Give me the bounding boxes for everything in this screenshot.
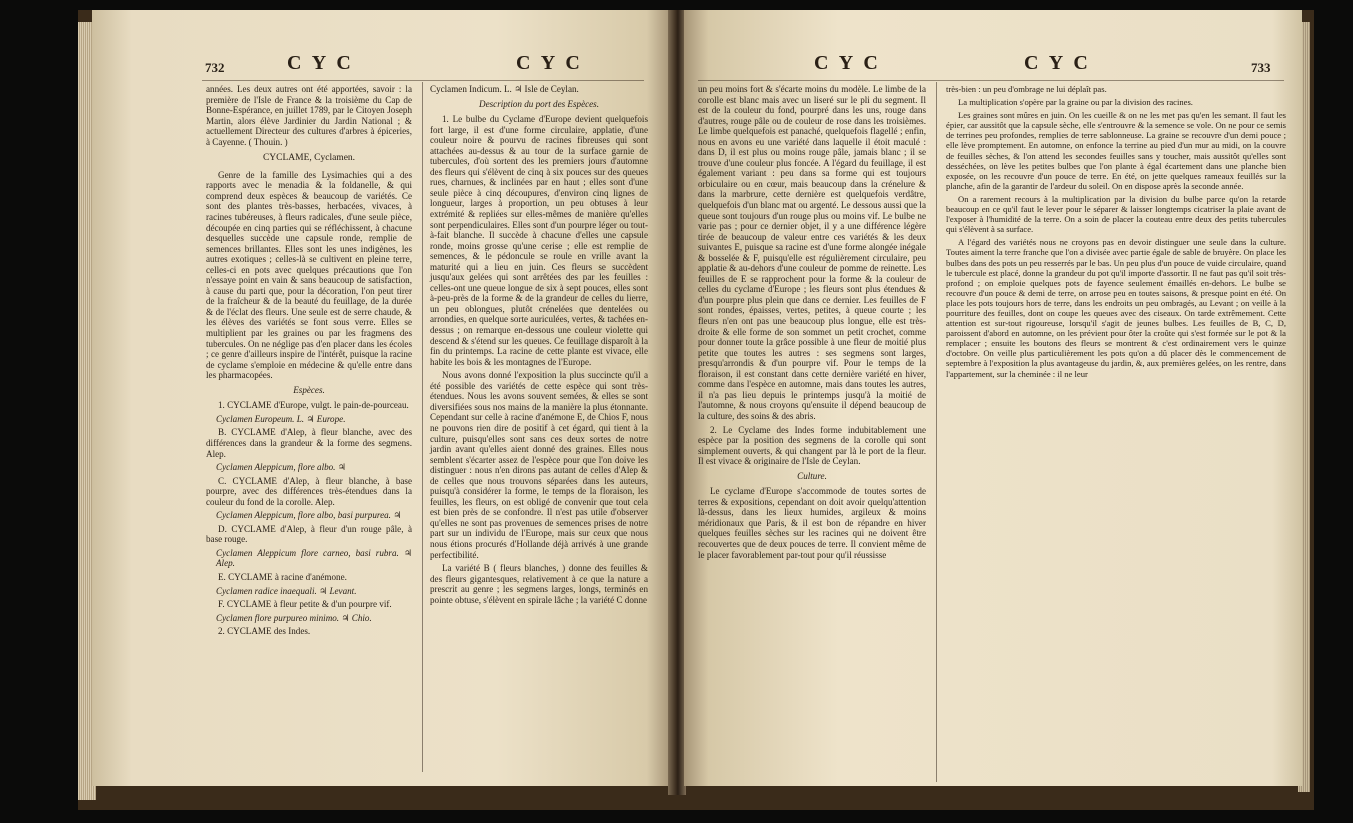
paragraph: Les graines sont mûres en juin. On les cueille & on ne les met pas qu'en les semant. Il faut les épier, car aussitôt que la capsule sèche, elle s'entrouvre & la semence se vole. On ne pour ce semis de terrines peu profondes, remplies de terre sablonneuse. La graine se recouvre d'un demi pouce ; elle lève promptement. En automne, on enfonce la terrine au pied d'un mur au midi, on la couvre de feuilles sèches, & l'on attend les secondes feuilles sans y toucher, mais aussitôt qu'elles sont desséchées, on lève les petites bulbes que l'on plante à égal écartement dans une planche bien exposée, on les recouvre d'un pouce de terre. En été, on jette quelques rameaux feuillés sur la planche, afin de la garantir de l'ardeur du soleil. On en dispose après la seconde année.	[946, 110, 1286, 191]
running-header-left-col2: C Y C	[516, 52, 583, 74]
species-entry: 2. CYCLAME des Indes.	[218, 626, 311, 637]
header-rule-left	[202, 80, 644, 81]
paragraph: un peu moins fort & s'écarte moins du modèle. Le limbe de la corolle est blanc mais avec un liseré sur le pli du segment. Il est de la couleur du fond, pourpré dans les uns, rouge dans d'autres, rouge pâle ou de couleur de rose dans les troisièmes. Le limbe quelquefois est panaché, quelquefois flagellé ; enfin, nous en avons eu une variété dans laquelle il étoit maculé : dans D, il est plus ou moins rouge pâle, jamais blanc ; il se trouve d'une couleur plus foncée. A l'égard du feuillage, il est également variant : peu dans sa forme qui est toujours orbiculaire ou en cœur, mais beaucoup dans la crénelure & dans la marbrure, cette dernière est quelquefois verdâtre, quelquefois d'un blanc mat ou argenté. Le dessous aussi que la queue sont toujours d'un rouge plus ou moins vif. Le bulbe ne varie pas ; pour ce dernier objet, il y a une différence légère tirée de beaucoup de valeur entre ces variétés & les deux suivantes E, puisque sa racine est d'une forme alongée inégale & bosselée & F, puisqu'elle est régulièrement circulaire, peu applatie & au-dehors d'une couleur de pomme de reinette. Les feuilles de E se rapprochent pour la forme & la couleur de celles du cyclame d'Europe ; les fleurs sont plus étendues & d'un pourpre plus plein que dans ce dernier. Les feuilles de F sont rondes, épaisses, vertes, petites, à queue courte ; les fleurs n'en ont pas une beaucoup plus longue, elle est très-droite & elle forme de son sommet un petit crochet, comme pour donner toute la grâce possible à une fleur de moitié plus petite que toutes les autres : ses segmens sont larges, presqu'arrondis & d'un pourpre vif. Pour le temps de la floraison, il est constant dans cette dernière variété en hiver, comme dans l'espèce en automne, mais dans toutes les autres, il n'a pas lieu depuis le printemps jusqu'à la moitié de l'automne, & nous croyons qu'ensuite il dépend beaucoup de la culture, des soins & des abris.	[698, 84, 926, 421]
species-entry: E. CYCLAME à racine d'anémone.	[218, 571, 347, 582]
section-heading: Description du port des Espèces.	[479, 98, 599, 109]
right-page-column-2	[946, 84, 1286, 382]
species-latin: Cyclamen Europeum. L. ♃ Europe.	[216, 413, 346, 424]
column-rule-left	[422, 82, 423, 772]
paragraph: Le cyclame d'Europe s'accommode de toutes sortes de terres & expositions, cependant on doit avoir quelqu'attention là-dessus, dans les lieux humides, argileux & moins méridionaux que Paris, & il est bon de répandre en hiver quelques feuilles sèches sur les racines qui ne doivent être recouvertes que de deux pouces de terre. Il convient même de le placer favorablement par-tout pour qu'il réussisse	[698, 486, 926, 560]
paragraph: 1. Le bulbe du Cyclame d'Europe devient quelquefois fort large, il est d'une forme circulaire, applatie, d'une couleur noire & pourvu de racines fibreuses qui sont attachées au-dessus & au tour de la surface garnie de tubercules, d'où sortent des les premiers jours d'automne des fleurs qui s'élèvent de cinq à six pouces sur des queues rues, charnues, & inclinées par en haut ; elles sont d'une seule pièce à cinq découpures, d'environ cinq lignes de longueur, larges à proportion, un peu obtuses à leur extrémité & repliées sur elles-mêmes de manière qu'elles sont perpendiculaires. Elles sont d'un pourpre léger ou tout-à-fait blanche. Il succède à chacune d'elles une capsule ronde, moins grosse qu'une cerise ; elle est remplie de semences, & le pédoncule se roule en vrille avant la maturité qui a lieu en juin. Ces fleurs se succèdent jusqu'aux gelées qui sont arrêtées des par les feuilles : celles-ont une queue longue de six à sept pouces, elles sont à-peu-près de la forme & de la grandeur de celles du lierre, un peu oblongues, plutôt crénelées que dentelées ou arrondies, en quelque sorte auriculées, vertes, & tachées en-dessus ; on remarque en-dessous une couleur violette qui descend & s'étend sur les queues. Ce feuillage disparoît à la fin du printemps. La racine de cette plante est vivace, elle habite les bois & les montagnes de l'Europe.	[430, 114, 648, 367]
species-latin: Cyclamen flore purpureo minimo. ♃ Chio.	[216, 612, 372, 623]
paragraph: La multiplication s'opère par la graine ou par la division des racines.	[958, 97, 1193, 108]
left-page-column-2	[430, 84, 648, 608]
column-rule-right	[936, 82, 937, 782]
paragraph: Nous avons donné l'exposition la plus succincte qu'il a été possible des variétés de cette espèce qui sont très-étendues. Nous les avons souvent semées, & elles se sont diversifiées sous nos mains de la manière la plus étonnante. Cependant sur celle à racine d'anémone E, de Chios F, nous ne pouvons rien dire de positif à cet égard, qui tient à la culture, puisqu'elles sont sans ces deux sortes de notre jardin avant qu'elles aient donné des graines. Elles nous semblent s'écarter assez de l'espèce pour que l'on doive les distinguer : nous n'en dirons pas autant de celles d'Alep & de celles que nous trouvons séparées dans les auteurs, puisqu'à considérer la forme, le temps de la floraison, les feuilles, les fleurs, on est obligé de convenir que tout cela est bien près de se confondre. Il n'est pas utile d'observer qu'elles ne sont pas provenues de semences prises de notre part sur un individu de l'Europe, mais sur ceux que nous nous étions procurés d'Hollande déjà arrivés à une grande perfectibilité.	[430, 370, 648, 560]
species-entry: 1. CYCLAME d'Europe, vulgt. le pain-de-pourceau.	[218, 400, 409, 411]
paragraph: années. Les deux autres ont été apportées, savoir : la première de l'Isle de France & la troisième du Cap de Bonne-Espérance, en juillet 1789, par le Citoyen Joseph Martin, alors élève Jardinier du Jardin National ; & actuellement Directeur des cultures d'arbres à épiceries, à Cayenne. ( Thouin. )	[206, 84, 412, 147]
species-latin: Cyclamen Aleppicum, flore albo, basi purpurea. ♃	[216, 510, 402, 521]
species-latin: Cyclamen Aleppicum flore carneo, basi rubra. ♃ Alep.	[216, 547, 412, 569]
left-page	[92, 10, 670, 786]
species-latin: Cyclamen Aleppicum, flore albo. ♃	[216, 462, 346, 473]
left-page-column-1	[206, 84, 412, 640]
paragraph: On a rarement recours à la multiplication par la division du bulbe parce qu'on la retarde beaucoup en ce qu'il faut le lever pour le séparer & laisser longtemps cicatriser la plaie avant de l'exposer à l'humidité de la terre. On a soin de placer la couteau entre deux des petits tubercules qui s'élèvent à sa surface.	[946, 193, 1286, 235]
paragraph: très-bien : un peu d'ombrage ne lui déplaît pas.	[946, 84, 1107, 94]
header-rule-right	[698, 80, 1284, 81]
species-entry: B. CYCLAME d'Alep, à fleur blanche, avec des différences dans la grandeur & la forme des segmens. Alep.	[206, 427, 412, 459]
right-page-column-1	[698, 84, 926, 563]
paragraph: 2. Le Cyclame des Indes forme indubitablement une espèce par la position des segmens de la corolle qui sont simplement ouverts, & qui changent par là le port de la fleur. Il est vivace & originaire de l'Isle de Ceylan.	[698, 424, 926, 467]
running-header-left-col1: C Y C	[287, 52, 354, 74]
section-heading: Culture.	[797, 470, 827, 481]
species-latin-lead: Cyclamen Indicum. L. ♃ Isle de Ceylan.	[430, 84, 579, 94]
right-page	[684, 10, 1302, 786]
species-entry: D. CYCLAME d'Alep, à fleur d'un rouge pâle, à base rouge.	[206, 523, 412, 545]
species-entry: C. CYCLAME d'Alep, à fleur blanche, à base pourpre, avec des différences très-étendues dans la couleur du fond de la corolle. Alep.	[206, 475, 412, 507]
page-number-right: 733	[1251, 60, 1271, 75]
running-header-right-col2: C Y C	[1024, 52, 1091, 74]
paragraph: La variété B ( fleurs blanches, ) donne des feuilles & des fleurs gigantesques, relativement à ce que la nature a prescrit au genre ; les segmens larges, longs, terminés en pointe obtuse, s'élèvent en spirale lâche ; la variété C donne	[430, 563, 648, 605]
species-entry: F. CYCLAME à fleur petite & d'un pourpre vif.	[218, 599, 392, 610]
running-header-right-col1: C Y C	[814, 52, 881, 74]
paragraph: A l'égard des variétés nous ne croyons pas en devoir distinguer une seule dans la culture. Toutes aiment la terre franche que l'on a divisée avec partie égale de sable de bruyère. On place les bulbes dans des pots un peu resserrés par le bas. Un peu plus d'un pouce de vuide circulaire, quand le tubercule est placé, donne la grandeur du pot qu'il importe d'assortir. Il ne faut pas qu'il soit très-profond ; on emploie quelques pots de fayence seulement émaillés en-dehors. Le bulbe se recouvre d'un pouce & demi de terre, on arrose peu en toutes saisons, & presque point en été. On place les pots toujours hors de terre, dans les endroits un peu ombragés, au Levant ; on veille à la pourriture des feuilles, dont on coupe les queues avec des ciseaux. On tarde extrêmement. Cette attention est sur-tout rigoureuse, lorsqu'il s'agit de jeunes bulbes. Les feuilles de B, C, D, paroissent d'abord en automne, on les prévient pour ôter la croûte qui s'est formée sur le pot & la remplacer ; ensuite les boutons des fleurs se montrent & c'est ordinairement vers le quinze d'octobre. On veille plus particulièrement les pots qu'on a dû placer dès le commencement de septembre à l'exposition la plus avantageuse du jardin, &, aux premières gelées, on les rentre, dans l'appartement, sur la cheminée : il ne leur	[946, 237, 1286, 379]
page-number-left: 732	[205, 60, 225, 75]
paragraph: Genre de la famille des Lysimachies qui a des rapports avec le menadia & la foldanelle, & qui comprend deux espèces & beaucoup de variétés. Ce sont des plantes très-basses, herbacées, vivaces, à racines tubéreuses, à fleurs radicales, d'une seule pièce, découpée en cinq parties qui se réfléchissent, à chacune desquelles succède une capsule ronde, remplie de semences brillantes. Elles sont les unes indigènes, les autres exotiques ; celles-là se cultivent en pleine terre, celles-ci en pots avec quelques précautions que l'on n'essaye point en vain & sans beaucoup de satisfaction, à cause du parti que, pour la décoration, l'on peut tirer de la fraîcheur & de la beauté du feuillage, de la durée & de l'éclat des fleurs. Une seule est de serre chaude, & les élèves des variétés se font sous verre. Elles se multiplient par les graines ou par les fragmens des tubercules. On ne néglige pas d'en placer dans les écoles ; ce genre d'ailleurs inspire de l'intérêt, puisque la racine de cyclame s'emploie en médecine & qu'elle entre dans les pharmacopées.	[206, 169, 412, 381]
species-latin: Cyclamen radice inaequali. ♃ Levant.	[216, 585, 357, 596]
section-heading: Espèces.	[293, 384, 325, 395]
article-title: CYCLAME, Cyclamen.	[262, 153, 356, 164]
